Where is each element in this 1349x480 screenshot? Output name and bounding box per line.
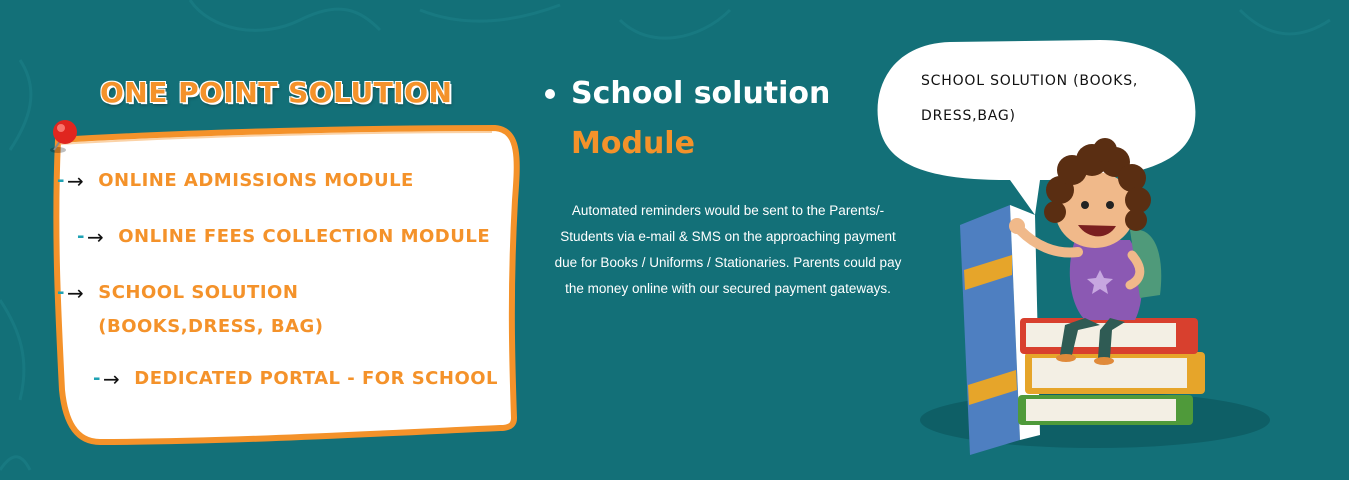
bullet-dot-icon xyxy=(545,89,555,99)
menu-item-online-admissions[interactable] xyxy=(57,164,414,198)
menu-item-dedicated-portal[interactable] xyxy=(93,362,498,396)
menu-item-label[interactable]: DEDICATED PORTAL - FOR SCHOOL xyxy=(134,368,499,389)
speech-bubble-text: SCHOOL SOLUTION (BOOKS, DRESS,BAG) xyxy=(921,73,1139,124)
menu-item-label[interactable]: SCHOOL SOLUTION (BOOKS,DRESS, BAG) xyxy=(98,282,324,337)
arrow-right-icon: - → xyxy=(93,367,121,391)
arrow-right-icon: - → xyxy=(57,281,85,305)
module-heading-line1: School solution xyxy=(571,76,831,111)
arrow-right-icon: - → xyxy=(57,169,85,193)
module-heading-line2: Module xyxy=(571,126,695,161)
module-heading xyxy=(545,72,830,166)
menu-item-label[interactable]: ONLINE ADMISSIONS MODULE xyxy=(98,170,414,191)
menu-item-label[interactable]: ONLINE FEES COLLECTION MODULE xyxy=(118,226,491,247)
menu-item-online-fees[interactable] xyxy=(77,220,490,254)
pushpin-icon xyxy=(40,116,86,162)
arrow-right-icon: - → xyxy=(77,225,105,249)
menu-item-school-solution[interactable] xyxy=(57,276,487,344)
module-description: Automated reminders would be sent to the Parents/-Students via e-mail & SMS on the approaching payment due for Books / Uniforms / Stationaries. Parents could pay the money online with our secured payment gateways. xyxy=(554,203,902,296)
section-title: ONE POINT SOLUTION xyxy=(100,76,453,109)
